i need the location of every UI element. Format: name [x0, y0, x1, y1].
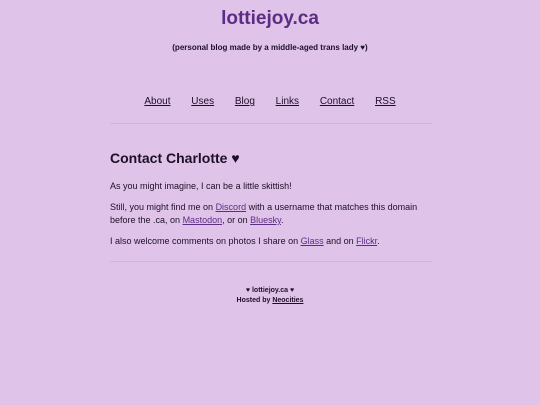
nav-link-uses[interactable]: Uses	[191, 96, 215, 107]
nav-link-rss[interactable]: RSS	[375, 96, 396, 107]
paragraph-text: , or on	[222, 215, 251, 225]
paragraph-text: I also welcome comments on photos I share on	[110, 236, 301, 246]
site-title[interactable]: lottiejoy.ca	[221, 8, 319, 29]
nav-link-links[interactable]: Links	[275, 96, 300, 107]
glass-link[interactable]: Glass	[300, 236, 324, 246]
paragraph-intro: As you might imagine, I can be a little skittish!	[110, 181, 292, 191]
nav-link-contact[interactable]: Contact	[319, 96, 355, 107]
nav-link-blog[interactable]: Blog	[234, 96, 255, 107]
nav-link-about[interactable]: About	[144, 96, 171, 107]
paragraph-text: .	[377, 236, 380, 246]
mastodon-link[interactable]: Mastodon	[182, 215, 223, 225]
neocities-link[interactable]: Neocities	[272, 297, 304, 304]
page-heading: Contact Charlotte ♥	[110, 150, 240, 166]
bluesky-link[interactable]: Bluesky	[250, 215, 281, 225]
discord-link[interactable]: Discord	[215, 202, 247, 212]
footer-hosted-by	[0, 297, 540, 304]
site-tagline: (personal blog made by a middle-aged trans lady ♥)	[172, 43, 368, 52]
paragraph-text: with a username that matches this domain before the .ca, on	[110, 202, 418, 225]
paragraph-social	[110, 201, 432, 227]
divider-bottom	[110, 261, 432, 262]
paragraph-photos	[110, 235, 432, 248]
paragraph-text: .	[280, 215, 284, 225]
paragraph-text: Still, you might find me on	[110, 202, 216, 212]
flickr-link[interactable]: Flickr	[356, 236, 378, 246]
footer-hosted-label: Hosted by	[236, 297, 273, 304]
divider-top	[110, 123, 432, 124]
paragraph-text: and on	[323, 236, 357, 246]
footer-site-name: ♥ lottiejoy.ca ♥	[245, 287, 295, 294]
main-nav	[0, 96, 540, 107]
